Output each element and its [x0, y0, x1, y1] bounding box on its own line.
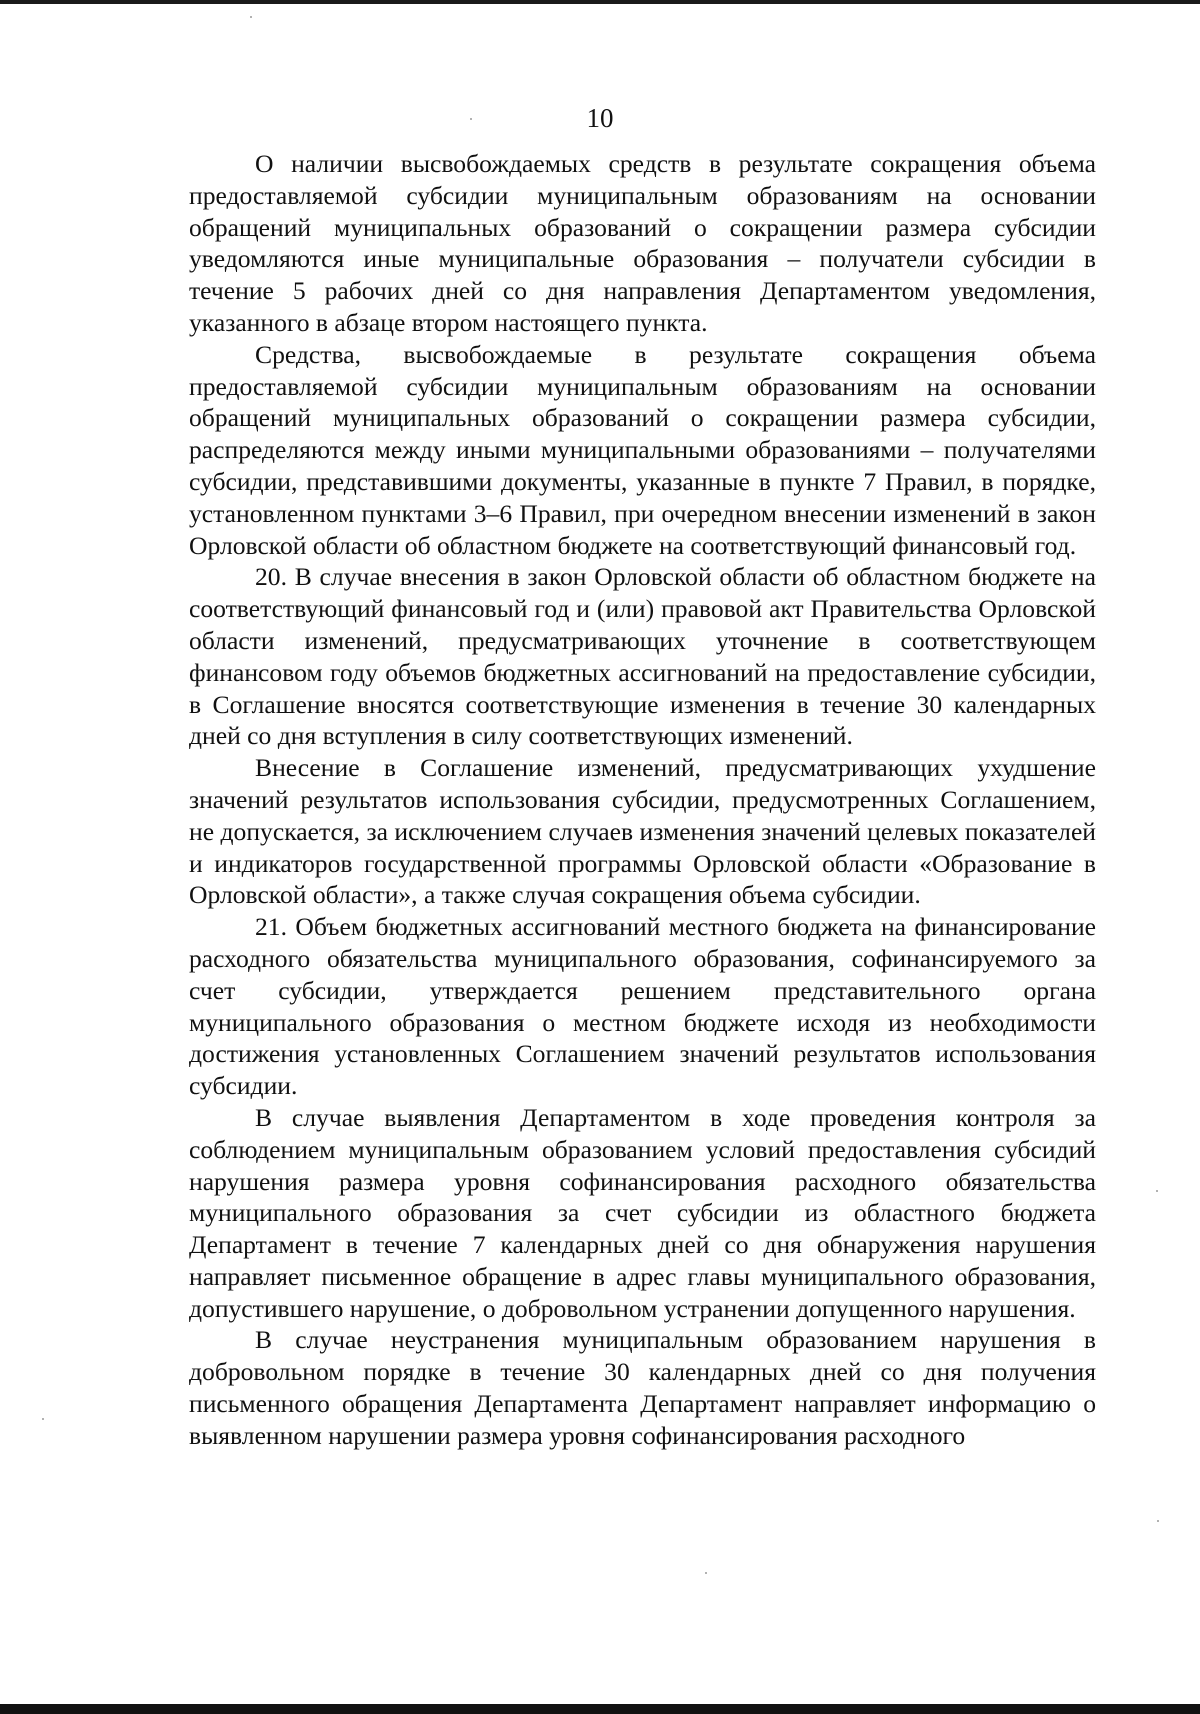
- paragraph-4: Внесение в Соглашение изменений, предусматривающих ухудшение значений результатов использования субсидии, предусмотренных Соглашением, не допускается, за исключением случаев изменения значений целевых показателей и индикаторов государственной программы Орловской области «Образование в Орловской области», а также случая сокращения объема субсидии.: [189, 753, 1096, 910]
- scan-speck: [1156, 1190, 1158, 1192]
- paragraph-2: Средства, высвобождаемые в результате сокращения объема предоставляемой субсидии муниципальным образованиям на основании обращений муниципальных образований о сокращении размера субсидии, распределяются между иными муниципальными образованиями – получателями субсидии, представившими документы, указанные в пункте 7 Правил, в порядке, установленном пунктами 3–6 Правил, при очередном внесении изменений в закон Орловской области об областном бюджете на соответствующий финансовый год.: [189, 339, 1096, 560]
- scan-speck: [1157, 1520, 1159, 1522]
- scan-speck: [705, 1572, 707, 1574]
- scan-speck: [470, 118, 472, 120]
- paragraph-6: В случае выявления Департаментом в ходе проведения контроля за соблюдением муниципальным образованием условий предоставления субсидий нарушения размера уровня софинансирования расходного обязательства муниципального образования за счет субсидии из областного бюджета Департамент в течение 7 календарных дней со дня обнаружения нарушения направляет письменное обращение в адрес главы муниципального образования, допустившего нарушение, о добровольном устранении допущенного нарушения.: [189, 1102, 1096, 1323]
- paragraph-3: 20. В случае внесения в закон Орловской области об областном бюджете на соответствующий финансовый год и (или) правовой акт Правительства Орловской области изменений, предусматривающих уточнение в соответствующем финансовом году объемов бюджетных ассигнований на предоставление субсидии, в Соглашение вносятся соответствующие изменения в течение 30 календарных дней со дня вступления в силу соответствующих изменений.: [189, 562, 1096, 751]
- scan-speck: [42, 1418, 44, 1420]
- paragraph-5: 21. Объем бюджетных ассигнований местного бюджета на финансирование расходного обязательства муниципального образования, софинансируемого за счет субсидии, утверждается решением представительного органа муниципального образования о местном бюджете исходя из необходимости достижения установленных Соглашением значений результатов использования субсидии.: [189, 912, 1096, 1101]
- paragraph-1: О наличии высвобождаемых средств в результате сокращения объема предоставляемой субсидии муниципальным образованиям на основании обращений муниципальных образований о сокращении размера субсидии уведомляются иные муниципальные образования – получатели субсидии в течение 5 рабочих дней со дня направления Департаментом уведомления, указанного в абзаце втором настоящего пункта.: [189, 149, 1096, 337]
- scan-speck: [250, 16, 252, 18]
- top-scan-border: [0, 0, 1200, 4]
- paragraph-7: В случае неустранения муниципальным образованием нарушения в добровольном порядке в течение 30 календарных дней со дня получения письменного обращения Департамента Департамент направляет информацию о выявленном нарушении размера уровня софинансирования расходного: [189, 1325, 1096, 1450]
- bottom-scan-border: [0, 1704, 1200, 1714]
- document-body: [189, 148, 1096, 1452]
- page-number: 10: [586, 103, 614, 133]
